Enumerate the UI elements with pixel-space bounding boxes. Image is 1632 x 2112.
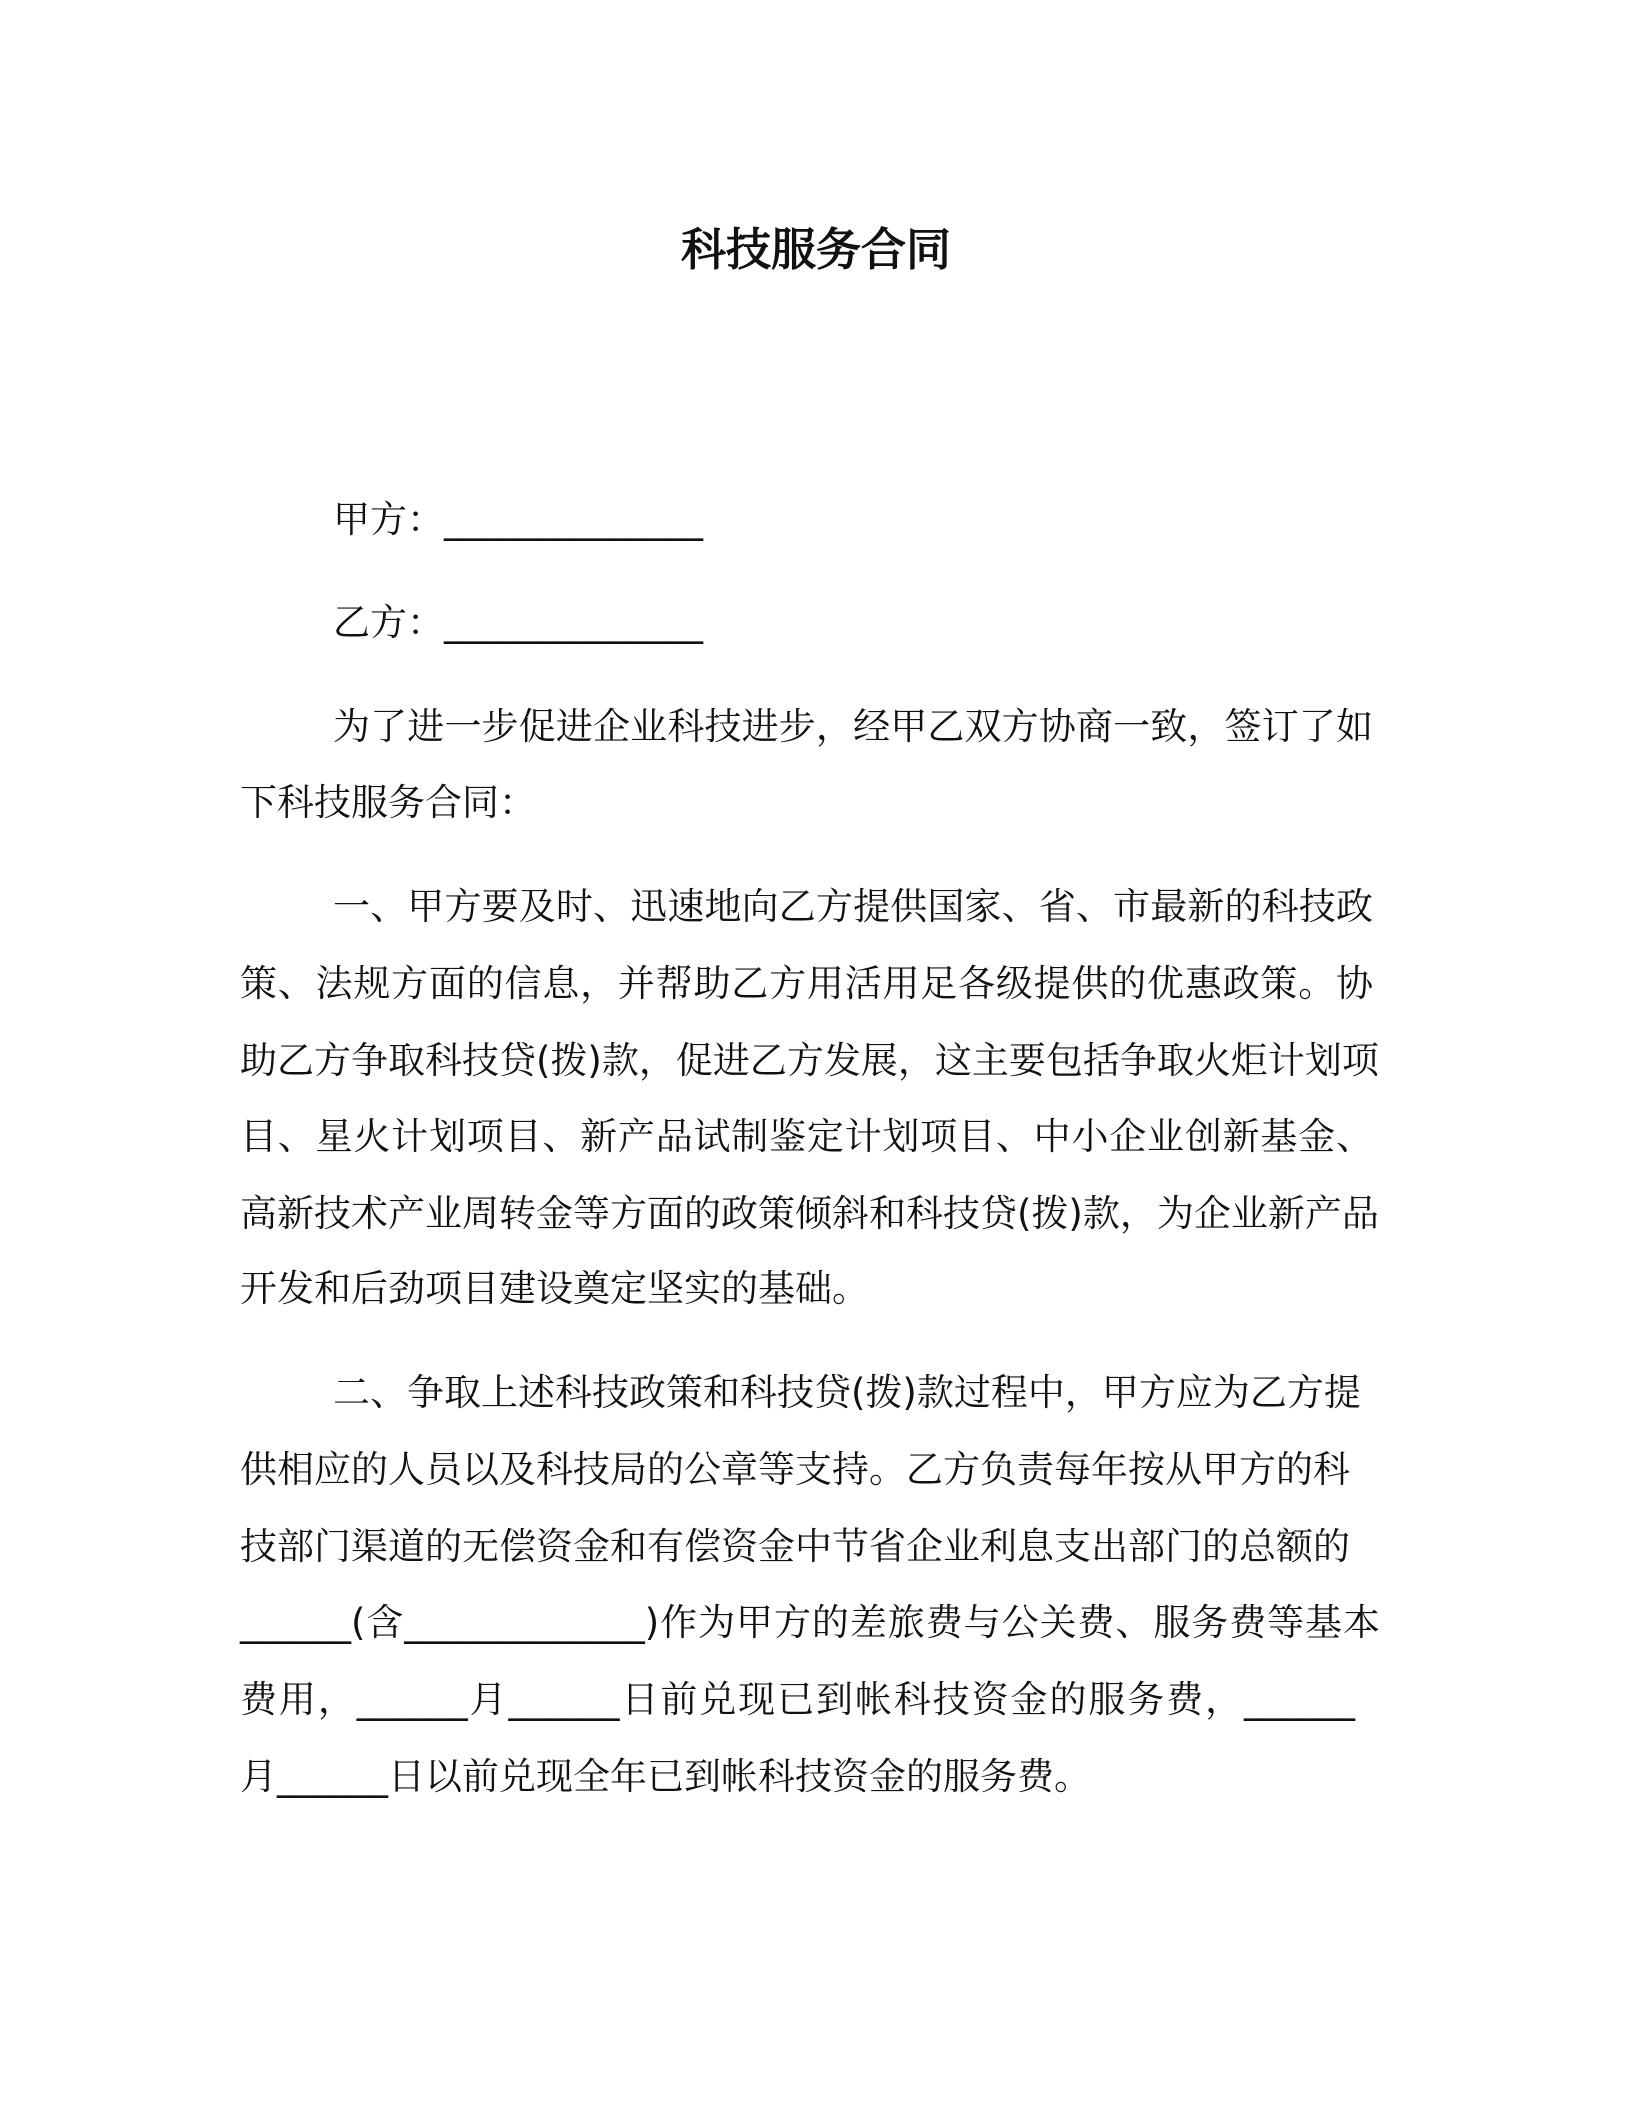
- clause2-line: 供相应的人员以及科技局的公章等支持。乙方负责每年按从甲方的科: [240, 1448, 1350, 1491]
- intro-line: 为了进一步促进企业科技进步，经甲乙双方协商一致，签订了如: [333, 705, 1373, 748]
- intro-line: 下科技服务合同：: [240, 781, 536, 824]
- party-b-field: 乙方：______________: [333, 601, 703, 644]
- clause2-line: 费用，______月______日前兑现已到帐科技资金的服务费，______: [240, 1678, 1355, 1721]
- clause2-line: 月______日以前兑现全年已到帐科技资金的服务费。: [240, 1755, 1091, 1798]
- document-title: 科技服务合同: [680, 223, 951, 276]
- clause1-line: 一、甲方要及时、迅速地向乙方提供国家、省、市最新的科技政: [333, 885, 1373, 928]
- clause1-line: 目、星火计划项目、新产品试制鉴定计划项目、中小企业创新基金、: [240, 1115, 1373, 1158]
- clause1-line: 策、法规方面的信息，并帮助乙方用活用足各级提供的优惠政策。协: [240, 962, 1373, 1005]
- party-a-field: 甲方：______________: [333, 498, 703, 541]
- clause1-line: 开发和后劲项目建设奠定坚实的基础。: [240, 1267, 869, 1310]
- clause1-line: 助乙方争取科技贷(拨)款，促进乙方发展，这主要包括争取火炬计划项: [240, 1039, 1379, 1082]
- clause2-line: 技部门渠道的无偿资金和有偿资金中节省企业利息支出部门的总额的: [240, 1525, 1350, 1568]
- clause2-line: ______(含_____________)作为甲方的差旅费与公关费、服务费等基本: [240, 1601, 1380, 1644]
- clause1-line: 高新技术产业周转金等方面的政策倾斜和科技贷(拨)款，为企业新产品: [240, 1192, 1379, 1235]
- clause2-line: 二、争取上述科技政策和科技贷(拨)款过程中，甲方应为乙方提: [333, 1371, 1361, 1414]
